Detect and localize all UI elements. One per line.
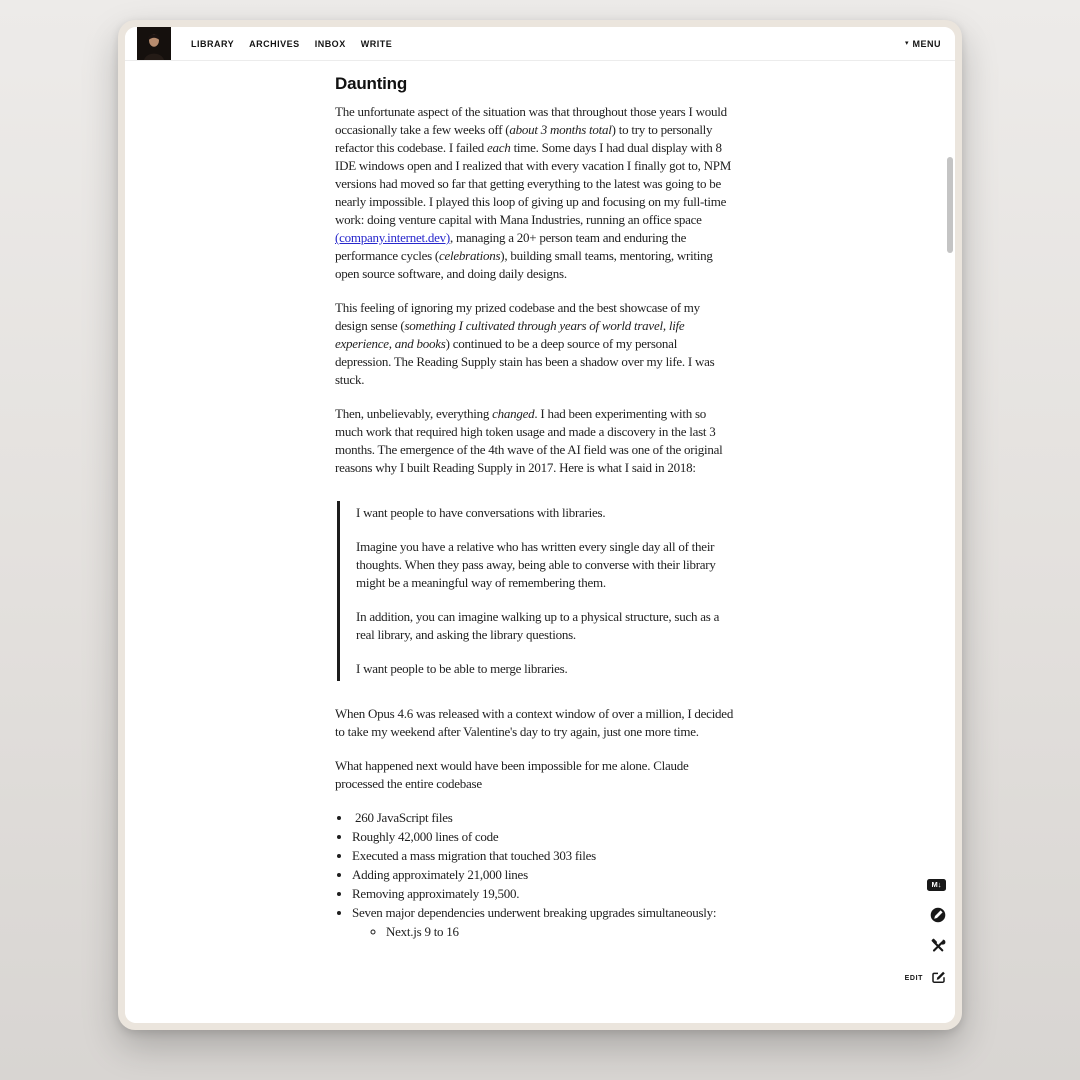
edit-compose-icon	[931, 969, 946, 987]
markdown-icon: M↓	[927, 879, 946, 891]
draw-button[interactable]	[930, 908, 946, 924]
paragraph-4: When Opus 4.6 was released with a context window of over a million, I decided to take my weekend after Valentine's day to try again, just one more time.	[335, 706, 734, 739]
pen-circle-icon	[930, 907, 946, 926]
bullet-list	[335, 809, 734, 941]
quote-paragraph: I want people to be able to merge libraries.	[356, 661, 568, 676]
article	[335, 61, 734, 941]
nav-archives[interactable]: ARCHIVES	[249, 38, 300, 49]
nav-inbox[interactable]: INBOX	[314, 38, 346, 49]
browser-window	[118, 20, 962, 1030]
article-title: Daunting	[335, 74, 408, 93]
list-item	[352, 885, 734, 904]
list-item	[386, 923, 734, 942]
paragraph-3: Then, unbelievably, everything changed. I had been experimenting with so much work that required high token usage and made a discovery in the last 3 months. The emergence of the 4th wave of the AI field was one of the original reasons why I built Reading Supply in 2017. Here is what I said in 2018:	[335, 406, 723, 475]
markdown-button[interactable]	[927, 877, 946, 893]
list-item-text: Removing approximately 19,500.	[352, 886, 520, 901]
list-item	[352, 847, 734, 866]
quote-paragraph: In addition, you can imagine walking up to a physical structure, such as a real library, and asking the library questions.	[356, 609, 720, 642]
nav-write[interactable]: WRITE	[360, 38, 393, 49]
top-navbar	[125, 27, 955, 61]
inline-link[interactable]: (company.internet.dev)	[335, 230, 450, 245]
list-item-text: Adding approximately 21,000 lines	[352, 867, 528, 882]
quote-paragraph: I want people to have conversations with libraries.	[356, 505, 606, 520]
sub-bullet-list	[352, 923, 734, 942]
avatar-portrait	[137, 27, 171, 60]
blockquote	[337, 501, 734, 681]
paragraph-2: This feeling of ignoring my prized codebase and the best showcase of my design sense (something I cultivated through years of world travel, life experience, and books) continued to be a deep source of my personal depression. The Reading Supply stain has been a shadow over my life. I was stuck.	[335, 300, 715, 387]
list-item-text: Roughly 42,000 lines of code	[352, 829, 499, 844]
paragraph-5: What happened next would have been impossible for me alone. Claude processed the entire codebase	[335, 758, 689, 791]
scrollbar[interactable]	[947, 157, 953, 253]
menu-label: MENU	[912, 38, 941, 49]
paragraph-1: The unfortunate aspect of the situation was that throughout those years I would occasionally take a few weeks off (about 3 months total) to try to personally refactor this codebase. I failed each time. Some days I had dual display with 8 IDE windows open and I realized that with every vacation I finally got to, NPM versions had moved so far that getting everything to the latest was going to be nearly impossible. I played this loop of giving up and focusing on my full-time work: doing venture capital with Mana Industries, running an office space (company.internet.dev), managing a 20+ person team and enduring the performance cycles (celebrations), building small teams, mentoring, writing open source software, and doing daily designs.	[335, 104, 732, 281]
nav-library[interactable]: LIBRARY	[191, 38, 235, 49]
app-surface	[125, 27, 955, 1023]
list-item	[352, 904, 734, 941]
list-item	[352, 809, 734, 828]
floating-action-bar	[905, 877, 946, 986]
list-item	[352, 866, 734, 885]
caret-down-icon: ▾	[904, 40, 909, 47]
hammer-wrench-icon	[930, 938, 946, 957]
menu-button[interactable]	[905, 27, 941, 60]
article-scroll-area[interactable]	[125, 61, 955, 1023]
list-item	[352, 828, 734, 847]
edit-button[interactable]	[905, 970, 946, 986]
list-item-text: Seven major dependencies underwent breaking upgrades simultaneously:	[352, 905, 717, 920]
primary-nav	[191, 27, 392, 60]
list-item-text: Executed a mass migration that touched 303 files	[352, 848, 596, 863]
tools-button[interactable]	[930, 939, 946, 955]
quote-paragraph: Imagine you have a relative who has written every single day all of their thoughts. When they pass away, being able to converse with their library might be a meaningful way of remembering them.	[356, 539, 716, 590]
edit-label: EDIT	[904, 974, 923, 982]
list-item-text: Next.js 9 to 16	[386, 923, 459, 939]
avatar[interactable]	[137, 27, 171, 60]
list-item-text: 260 JavaScript files	[352, 810, 453, 825]
